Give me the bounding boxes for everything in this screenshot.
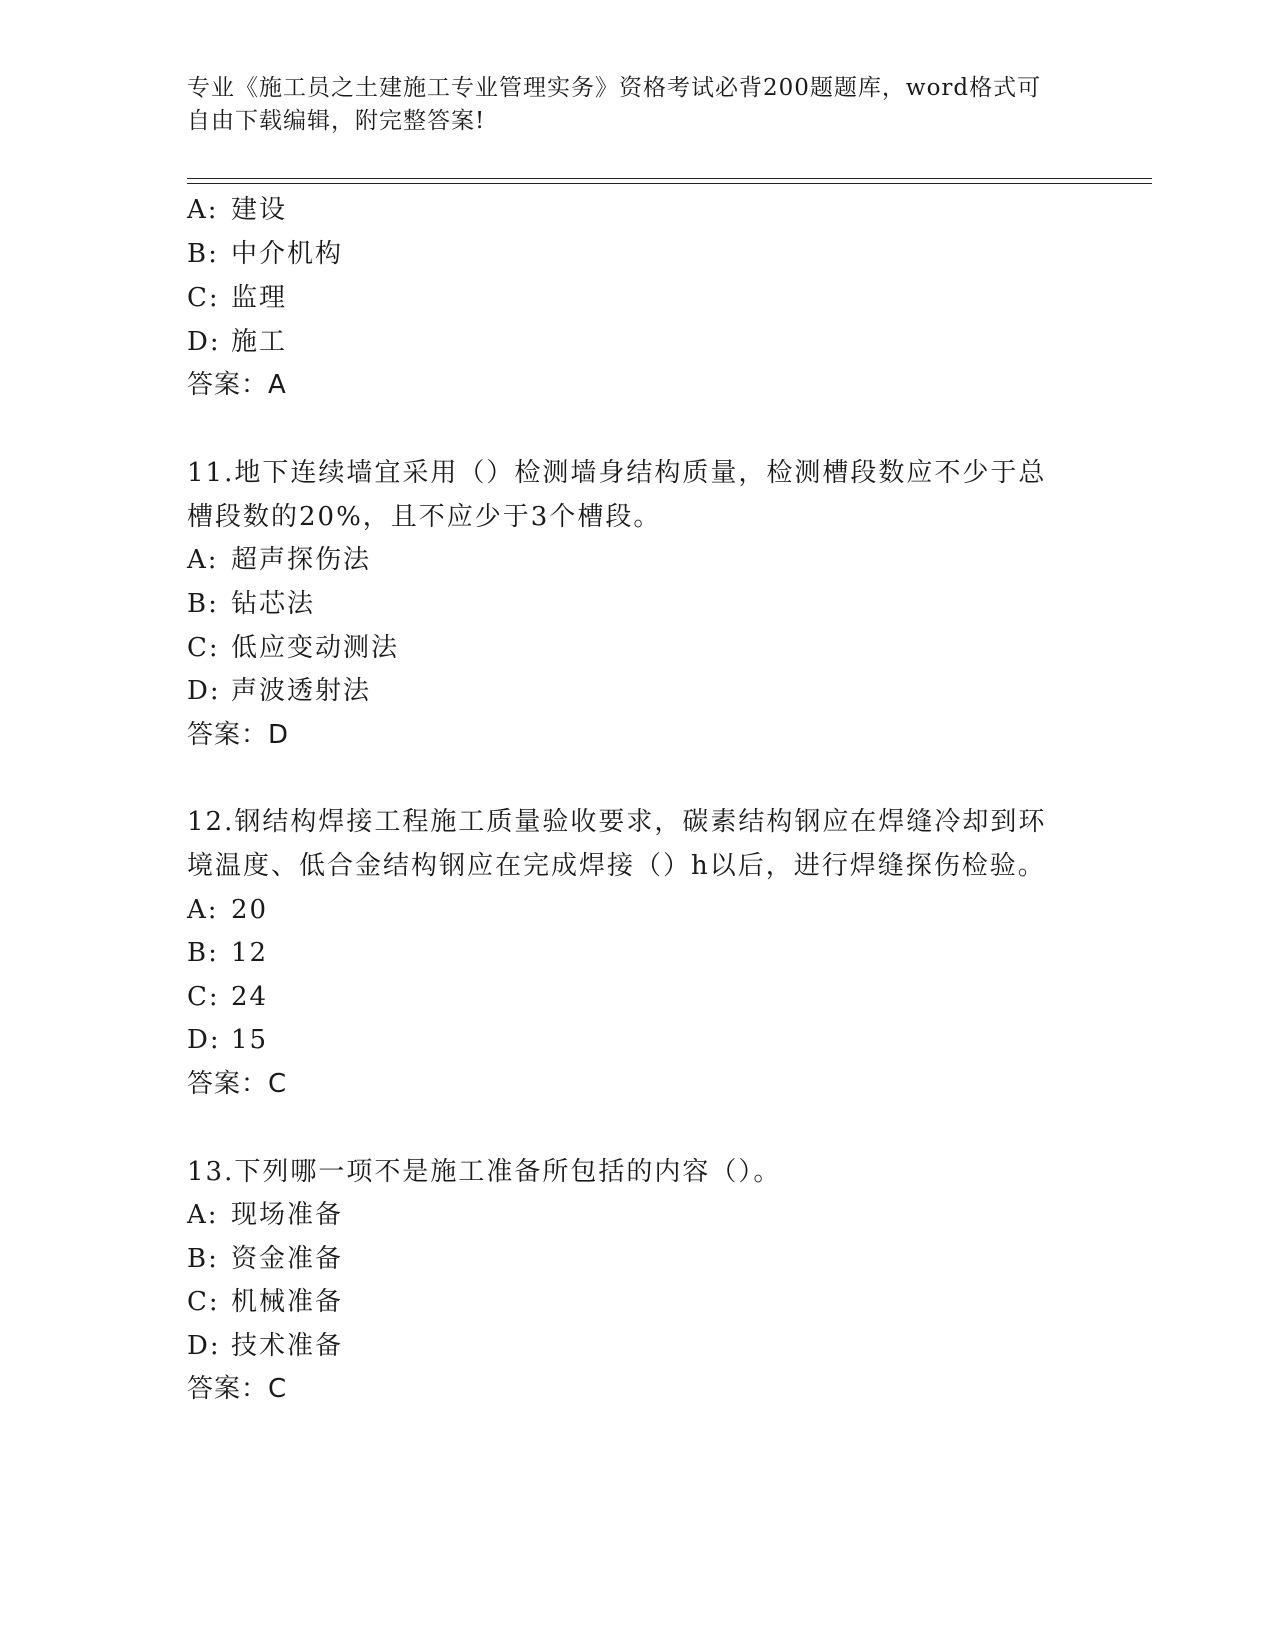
- q13-option-b: B: 资金准备: [187, 1244, 344, 1274]
- q10-option-d: D: 施工: [187, 327, 288, 357]
- q12-option-b: B: 12: [187, 938, 269, 968]
- q13-stem-line-1: 13.下列哪一项不是施工准备所包括的内容（）。: [187, 1157, 782, 1187]
- q11-stem-line-2: 槽段数的20%，且不应少于3个槽段。: [187, 502, 662, 532]
- header-rule-bottom: [187, 183, 1152, 184]
- q10-option-c: C: 监理: [187, 283, 288, 313]
- q12-option-c: C: 24: [187, 982, 269, 1012]
- q12-option-d: D: 15: [187, 1025, 269, 1055]
- q13-option-d: D: 技术准备: [187, 1331, 344, 1361]
- q13-option-c: C: 机械准备: [187, 1287, 344, 1317]
- q10-answer: 答案：A: [187, 370, 287, 400]
- q11-option-a: A: 超声探伤法: [187, 545, 372, 575]
- header-line-1: 专业《施工员之土建施工专业管理实务》资格考试必背200题题库，word格式可: [187, 75, 1042, 101]
- header-line-2: 自由下载编辑，附完整答案!: [187, 108, 486, 134]
- header-rule-top: [187, 178, 1152, 179]
- q12-stem-line-2: 境温度、低合金结构钢应在完成焊接（）h以后，进行焊缝探伤检验。: [187, 851, 1046, 881]
- q12-stem-line-1: 12.钢结构焊接工程施工质量验收要求，碳素结构钢应在焊缝冷却到环: [187, 807, 1047, 837]
- q12-option-a: A: 20: [187, 895, 269, 925]
- q13-answer: 答案：C: [187, 1374, 288, 1404]
- q12-answer: 答案：C: [187, 1069, 288, 1099]
- q11-option-d: D: 声波透射法: [187, 676, 372, 706]
- q13-option-a: A: 现场准备: [187, 1200, 344, 1230]
- q11-answer: 答案：D: [187, 720, 290, 750]
- document-header: [187, 72, 1067, 138]
- q10-option-a: A: 建设: [187, 195, 288, 225]
- q11-option-c: C: 低应变动测法: [187, 633, 400, 663]
- q11-option-b: B: 钻芯法: [187, 589, 316, 619]
- q10-option-b: B: 中介机构: [187, 239, 344, 269]
- q11-stem-line-1: 11.地下连续墙宜采用（）检测墙身结构质量，检测槽段数应不少于总: [187, 458, 1047, 488]
